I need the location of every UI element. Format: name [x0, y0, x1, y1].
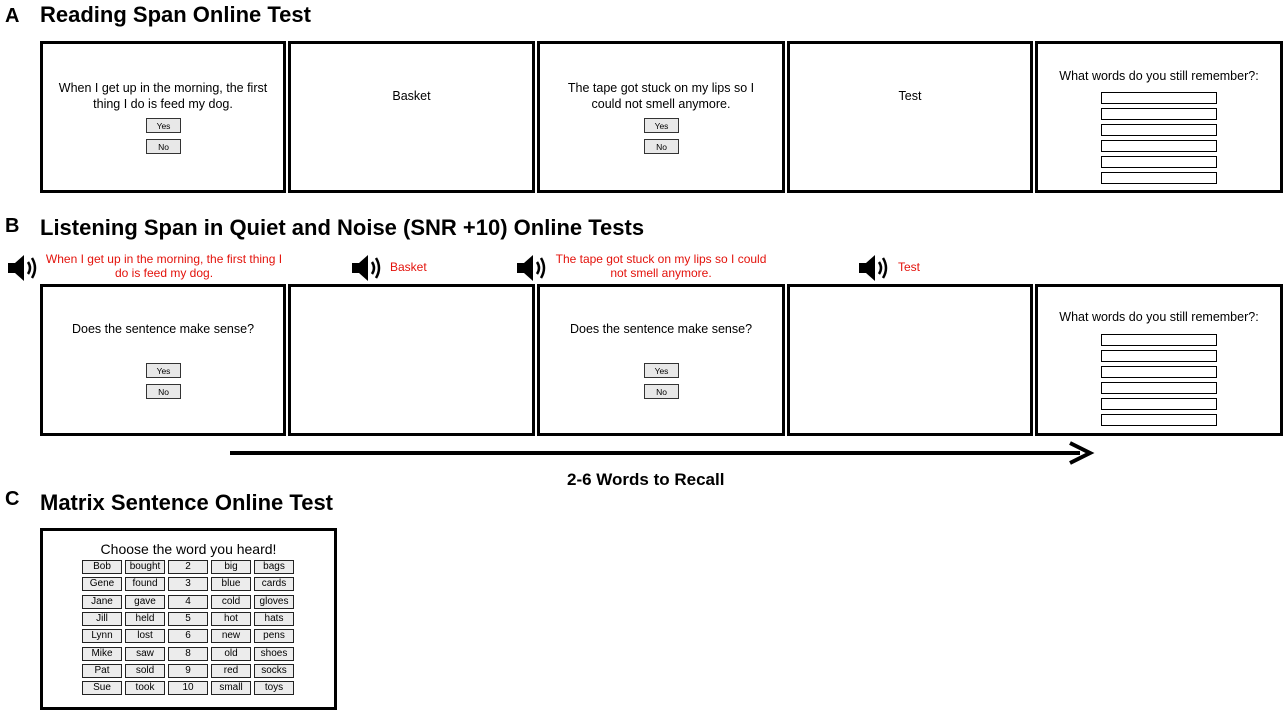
audio-caption-4: Test — [898, 260, 921, 274]
listening-panel-2 — [288, 284, 535, 436]
yes-button[interactable]: Yes — [644, 118, 679, 133]
word-button[interactable]: 5 — [168, 612, 208, 626]
word-button[interactable]: sold — [125, 664, 165, 678]
matrix-panel — [40, 528, 337, 710]
word-button[interactable]: saw — [125, 647, 165, 661]
word-button[interactable]: 2 — [168, 560, 208, 574]
recall-input[interactable] — [1101, 140, 1217, 152]
reading-panel-2 — [288, 41, 535, 193]
arrow-label: 2-6 Words to Recall — [567, 470, 725, 489]
yes-button[interactable]: Yes — [146, 118, 181, 133]
word-button[interactable]: found — [125, 577, 165, 591]
word-button[interactable]: cold — [211, 595, 251, 609]
section-a-letter: A — [5, 5, 20, 27]
word-button[interactable]: held — [125, 612, 165, 626]
recall-input[interactable] — [1101, 124, 1217, 136]
reading-panel-5 — [1035, 41, 1283, 193]
no-button[interactable]: No — [146, 384, 181, 399]
audio-caption-3: The tape got stuck on my lips so I could not smell anymore. — [555, 252, 767, 280]
section-a-title: Reading Span Online Test — [40, 2, 311, 27]
reading-panel-3 — [537, 41, 785, 193]
word-button[interactable]: Mike — [82, 647, 122, 661]
word-button[interactable]: Lynn — [82, 629, 122, 643]
no-button[interactable]: No — [146, 139, 181, 154]
word-button[interactable]: shoes — [254, 647, 294, 661]
section-b-title: Listening Span in Quiet and Noise (SNR +10) Online Tests — [40, 215, 645, 240]
matrix-prompt: Choose the word you heard! — [100, 541, 277, 557]
listening-panel-3-question: Does the sentence make sense? — [569, 322, 753, 336]
recall-input[interactable] — [1101, 108, 1217, 120]
word-button[interactable]: Pat — [82, 664, 122, 678]
word-button[interactable]: big — [211, 560, 251, 574]
word-button[interactable]: socks — [254, 664, 294, 678]
reading-panel-1 — [40, 41, 286, 193]
yes-button[interactable]: Yes — [146, 363, 181, 378]
recall-input[interactable] — [1101, 172, 1217, 184]
word-button[interactable]: lost — [125, 629, 165, 643]
section-c-letter: C — [5, 488, 20, 510]
word-button[interactable]: Bob — [82, 560, 122, 574]
reading-panel-2-word: Basket — [392, 89, 431, 103]
section-b-letter: B — [5, 215, 20, 237]
listening-panel-4 — [787, 284, 1033, 436]
reading-panel-1-sentence: When I get up in the morning, the first thing I do is feed my dog. — [58, 81, 268, 111]
word-button[interactable]: Sue — [82, 681, 122, 695]
recall-input[interactable] — [1101, 382, 1217, 394]
speaker-icon — [857, 253, 893, 283]
word-button[interactable]: 3 — [168, 577, 208, 591]
word-button[interactable]: red — [211, 664, 251, 678]
listening-panel-3 — [537, 284, 785, 436]
no-button[interactable]: No — [644, 384, 679, 399]
recall-prompt: What words do you still remember?: — [1059, 310, 1259, 324]
word-button[interactable]: bags — [254, 560, 294, 574]
speaker-icon — [6, 253, 42, 283]
word-button[interactable]: gave — [125, 595, 165, 609]
word-button[interactable]: 6 — [168, 629, 208, 643]
recall-input[interactable] — [1101, 156, 1217, 168]
word-button[interactable]: hats — [254, 612, 294, 626]
word-button[interactable]: Jane — [82, 595, 122, 609]
word-button[interactable]: hot — [211, 612, 251, 626]
word-button[interactable]: bought — [125, 560, 165, 574]
recall-input[interactable] — [1101, 398, 1217, 410]
listening-panel-5 — [1035, 284, 1283, 436]
word-button[interactable]: took — [125, 681, 165, 695]
listening-panel-1-question: Does the sentence make sense? — [71, 322, 255, 336]
word-button[interactable]: new — [211, 629, 251, 643]
recall-prompt: What words do you still remember?: — [1059, 69, 1259, 83]
audio-caption-1: When I get up in the morning, the first thing I do is feed my dog. — [45, 252, 283, 280]
progress-arrow — [228, 440, 1098, 470]
recall-input[interactable] — [1101, 414, 1217, 426]
reading-panel-4 — [787, 41, 1033, 193]
word-button[interactable]: 8 — [168, 647, 208, 661]
word-button[interactable]: 4 — [168, 595, 208, 609]
word-button[interactable]: gloves — [254, 595, 294, 609]
word-button[interactable]: 9 — [168, 664, 208, 678]
speaker-icon — [350, 253, 386, 283]
audio-caption-2: Basket — [390, 260, 427, 274]
word-button[interactable]: 10 — [168, 681, 208, 695]
recall-input[interactable] — [1101, 350, 1217, 362]
section-c-title: Matrix Sentence Online Test — [40, 490, 334, 515]
word-button[interactable]: toys — [254, 681, 294, 695]
no-button[interactable]: No — [644, 139, 679, 154]
word-button[interactable]: Jill — [82, 612, 122, 626]
recall-input[interactable] — [1101, 334, 1217, 346]
word-button[interactable]: pens — [254, 629, 294, 643]
word-button[interactable]: Gene — [82, 577, 122, 591]
listening-panel-1 — [40, 284, 286, 436]
reading-panel-3-sentence: The tape got stuck on my lips so I could not smell anymore. — [567, 81, 755, 111]
recall-input[interactable] — [1101, 366, 1217, 378]
yes-button[interactable]: Yes — [644, 363, 679, 378]
word-button[interactable]: blue — [211, 577, 251, 591]
reading-panel-4-word: Test — [898, 89, 922, 103]
word-button[interactable]: small — [211, 681, 251, 695]
word-button[interactable]: cards — [254, 577, 294, 591]
recall-input[interactable] — [1101, 92, 1217, 104]
word-button[interactable]: old — [211, 647, 251, 661]
